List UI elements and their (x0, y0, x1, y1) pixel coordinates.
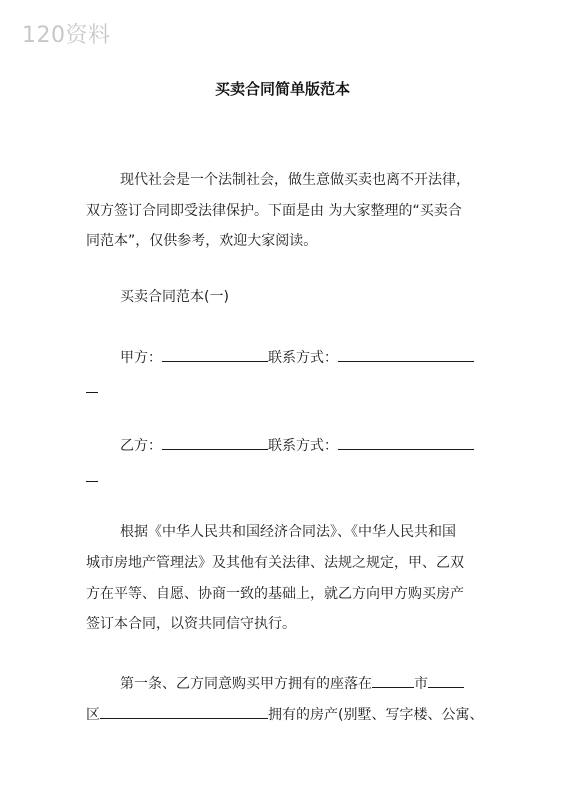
party-a-contact-blank-continuation (86, 392, 98, 393)
party-b-contact-label: 联系方式： (268, 438, 338, 454)
article-1-line-2 (86, 704, 483, 725)
district-prefix-blank[interactable] (428, 673, 464, 688)
article-1-text: 第一条、乙方同意购买甲方拥有的座落在 (120, 676, 372, 692)
party-b-name-blank[interactable] (162, 435, 268, 450)
intro-line-3: 同范本”，仅供参考，欢迎大家阅读。 (86, 233, 318, 249)
city-label: 市 (414, 676, 428, 692)
article-1-line-1 (120, 673, 464, 694)
party-b-label: 乙方： (120, 438, 162, 454)
district-blank[interactable] (100, 704, 268, 719)
party-b-contact-blank-continuation (86, 481, 98, 482)
article-1-text-2: 拥有的房产(别墅、写字楼、公寓、 (268, 707, 484, 723)
party-a-name-blank[interactable] (162, 347, 268, 362)
watermark: 120资料 (22, 23, 111, 48)
intro-line-1: 现代社会是一个法制社会，做生意做买卖也离不开法律， (120, 172, 470, 188)
document-title: 买卖合同简单版范本 (214, 80, 350, 98)
city-blank[interactable] (372, 673, 414, 688)
basis-line-4: 签订本合同，以资共同信守执行。 (86, 616, 296, 632)
party-b-row (120, 435, 474, 456)
party-a-row (120, 347, 474, 368)
basis-line-1: 根据《中华人民共和国经济合同法》、《中华人民共和国 (120, 524, 456, 540)
party-a-contact-label: 联系方式： (268, 350, 338, 366)
section-heading: 买卖合同范本(一) (120, 289, 229, 305)
basis-line-2: 城市房地产管理法》及其他有关法律、法规之规定，甲、乙双 (86, 555, 464, 571)
district-label: 区 (86, 707, 100, 723)
party-a-label: 甲方： (120, 350, 162, 366)
party-a-contact-blank[interactable] (338, 347, 474, 362)
intro-line-2: 双方签订合同即受法律保护。下面是由 为大家整理的“买卖合 (86, 203, 462, 219)
party-b-contact-blank[interactable] (338, 435, 474, 450)
basis-line-3: 方在平等、自愿、协商一致的基础上，就乙方向甲方购买房产 (86, 586, 464, 602)
